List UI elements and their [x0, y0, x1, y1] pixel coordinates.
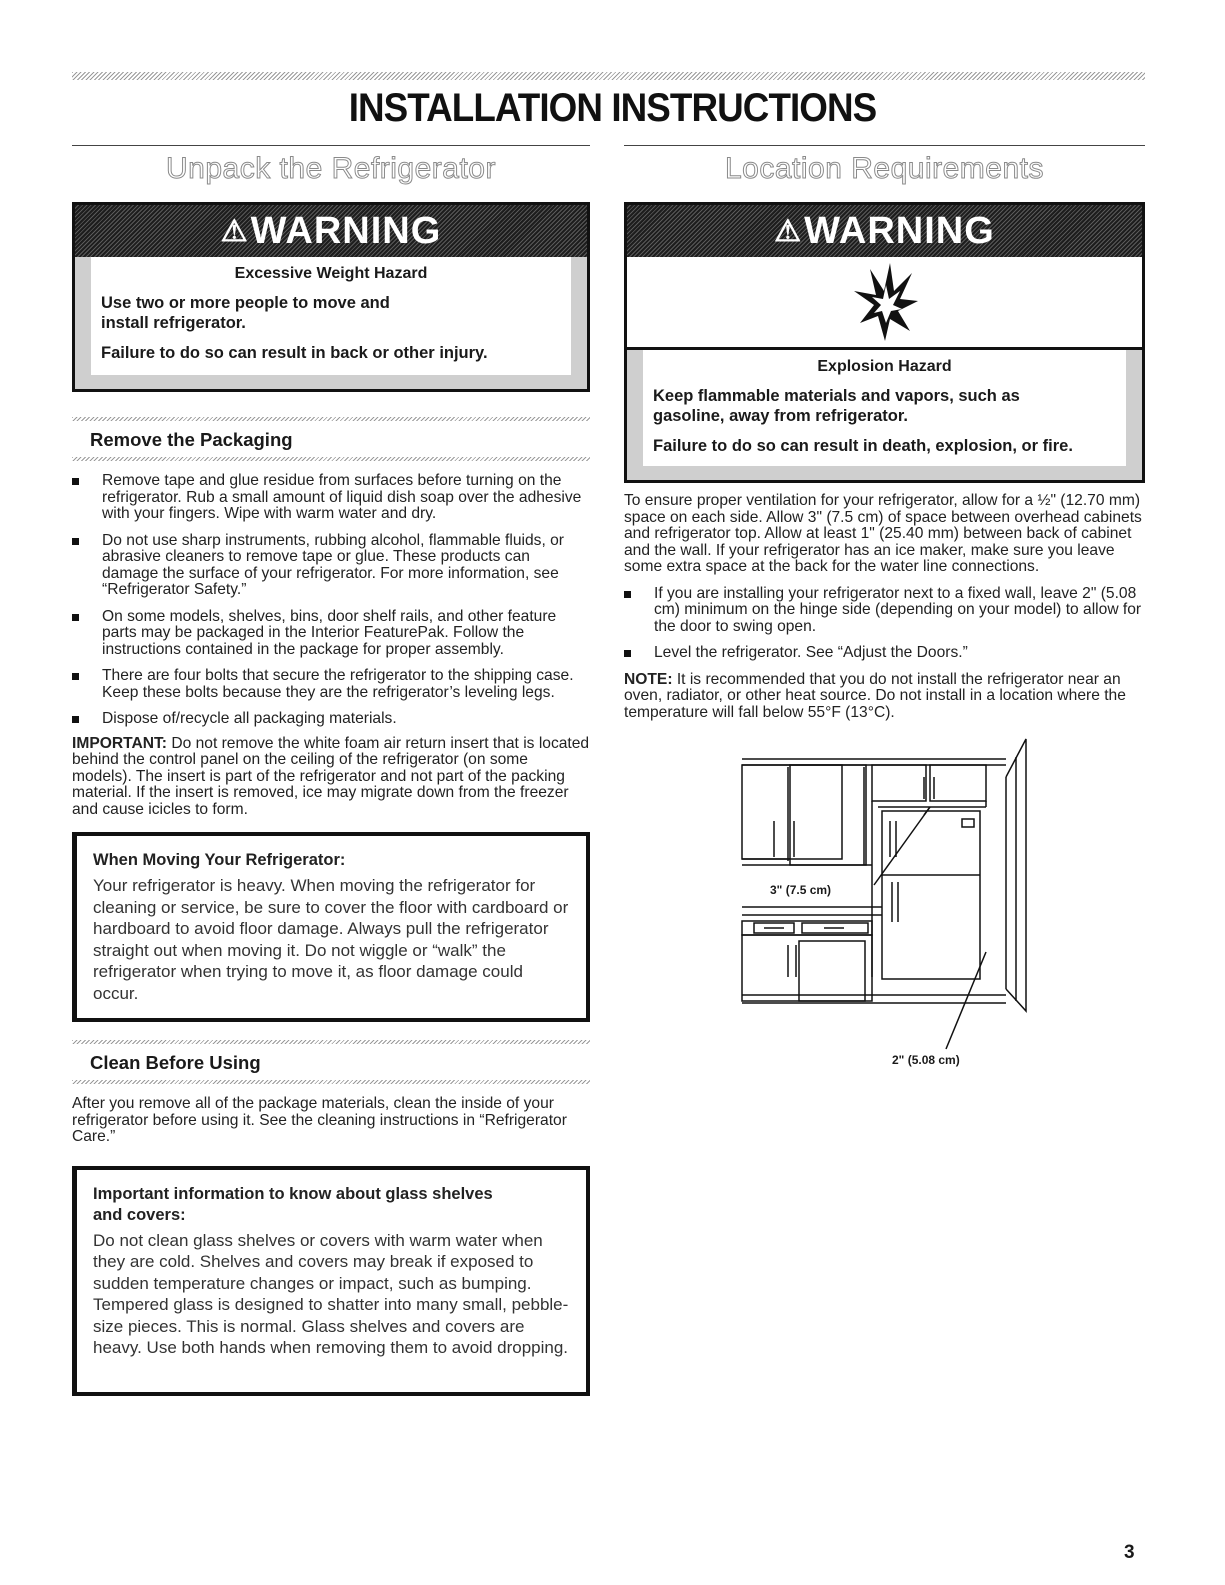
clean-text: After you remove all of the package materials, clean the inside of your refrigerator before using it. See the cleaning instructions in “Refrigerator Care.”	[72, 1095, 567, 1145]
right-column	[624, 145, 1145, 1117]
warning-line-2: Failure to do so can result in death, explosion, or fire.	[653, 437, 1073, 455]
warning-bar	[75, 205, 587, 257]
list-item: There are four bolts that secure the refrigerator to the shipping case. Keep these bolts because they are the refrigerator’s leveling legs.	[72, 668, 590, 701]
section-title-location: Location Requirements	[724, 152, 1044, 185]
note-text: It is recommended that you do not install the refrigerator near an oven, radiator, or other heat source. Do not install in a location where the temperature will fall below 55°F (13°C).	[624, 670, 1126, 721]
explosion-warning-box	[624, 202, 1145, 483]
page-number: 3	[1124, 1542, 1135, 1563]
remove-packaging-list	[72, 473, 590, 728]
list-item: Level the refrigerator. See “Adjust the Doors.”	[624, 645, 1145, 662]
section-rule	[624, 145, 1145, 146]
section-title-unpack: Unpack the Refrigerator	[166, 152, 496, 185]
warning-line-2: Failure to do so can result in back or other injury.	[101, 344, 488, 362]
remove-packaging-heading: Remove the Packaging	[90, 429, 293, 450]
glass-heading: Important information to know about glass shelves and covers:	[93, 1184, 493, 1224]
moving-heading: When Moving Your Refrigerator:	[93, 851, 346, 869]
clearance-top-label: 3" (7.5 cm)	[770, 883, 832, 897]
moving-text: Your refrigerator is heavy. When moving the refrigerator for cleaning or service, be sure to cover the floor with cardboard or hardboard to avoid floor damage. Always pull the refrigerator straight out when moving it. Do not wiggle or “walk” the refrigerator when trying to move it, as floor damage could occur.	[93, 876, 569, 1003]
warning-body	[627, 350, 1142, 480]
list-item: Remove tape and glue residue from surfaces before turning on the refrigerator. Rub a small amount of liquid dish soap over the adhesive with your fingers. Wipe with warm water and dry.	[72, 473, 590, 523]
warning-triangle-icon: ⚠	[220, 214, 249, 248]
clearance-side-label: 2" (5.08 cm)	[892, 1053, 960, 1067]
warning-label: WARNING	[804, 209, 995, 252]
explosion-icon	[850, 261, 920, 343]
glass-text: Do not clean glass shelves or covers with warm water when they are cold. Shelves and covers may break if exposed to sudden temperature changes or impact, such as bumping. Tempered glass is designed to shatter into many small, pebble-size pieces. This is normal. Glass shelves and covers are heavy. Use both hands when removing them to avoid dropping.	[93, 1230, 569, 1357]
page-title: INSTALLATION INSTRUCTIONS	[348, 86, 877, 130]
top-rule	[72, 72, 1145, 80]
section-rule	[72, 145, 590, 146]
hazard-title: Excessive Weight Hazard	[234, 265, 428, 282]
subhead-rule	[72, 457, 590, 461]
list-item: Dispose of/recycle all packaging materials.	[72, 711, 590, 728]
location-list	[624, 586, 1145, 662]
hazard-title: Explosion Hazard	[817, 358, 952, 375]
location-intro: To ensure proper ventilation for your refrigerator, allow for a ½" (12.70 mm) space on each side. Allow 3" (7.5 cm) of space between overhead cabinets and refrigerator top. Allow at least 1" (25.40 mm) between back of cabinet and the wall. If your refrigerator has an ice maker, make sure you leave some extra space at the back for the water line connections.	[624, 492, 1142, 575]
warning-body	[75, 257, 587, 389]
note-label: NOTE:	[624, 670, 673, 688]
warning-triangle-icon: ⚠	[774, 214, 803, 248]
important-paragraph	[72, 736, 590, 819]
list-item: On some models, shelves, bins, door shelf rails, and other feature parts may be packaged in the Interior FeaturePak. Follow the instructions contained in the package for proper assembly.	[72, 609, 590, 659]
weight-warning-box	[72, 202, 590, 392]
clean-heading: Clean Before Using	[90, 1052, 261, 1073]
important-label: IMPORTANT:	[72, 734, 167, 752]
moving-box	[72, 832, 590, 1022]
left-column	[72, 145, 590, 1396]
explosion-icon-area	[627, 257, 1142, 350]
cabinet-refrigerator-drawing	[624, 737, 1145, 1117]
warning-line-1: Keep flammable materials and vapors, such as gasoline, away from refrigerator.	[653, 387, 1020, 425]
list-item: If you are installing your refrigerator next to a fixed wall, leave 2" (5.08 cm) minimum on the hinge side (depending on your model) to allow for the door to swing open.	[624, 586, 1145, 636]
warning-label: WARNING	[250, 209, 442, 252]
important-text: Do not remove the white foam air return insert that is located behind the control panel on the ceiling of the refrigerator (on some models). The insert is part of the refrigerator and not part of the packing material. If the insert is removed, ice may migrate down from the freezer and cause icicles to form.	[72, 734, 590, 818]
note-paragraph	[624, 672, 1145, 722]
installation-diagram	[624, 737, 1145, 1117]
warning-line-1: Use two or more people to move and install refrigerator.	[101, 294, 390, 332]
glass-box	[72, 1166, 590, 1396]
warning-bar	[627, 205, 1142, 257]
list-item: Do not use sharp instruments, rubbing alcohol, flammable fluids, or abrasive cleaners to remove tape or glue. These products can damage the surface of your refrigerator. For more information, see “Refrigerator Safety.”	[72, 533, 590, 599]
subhead-rule	[72, 1080, 590, 1084]
